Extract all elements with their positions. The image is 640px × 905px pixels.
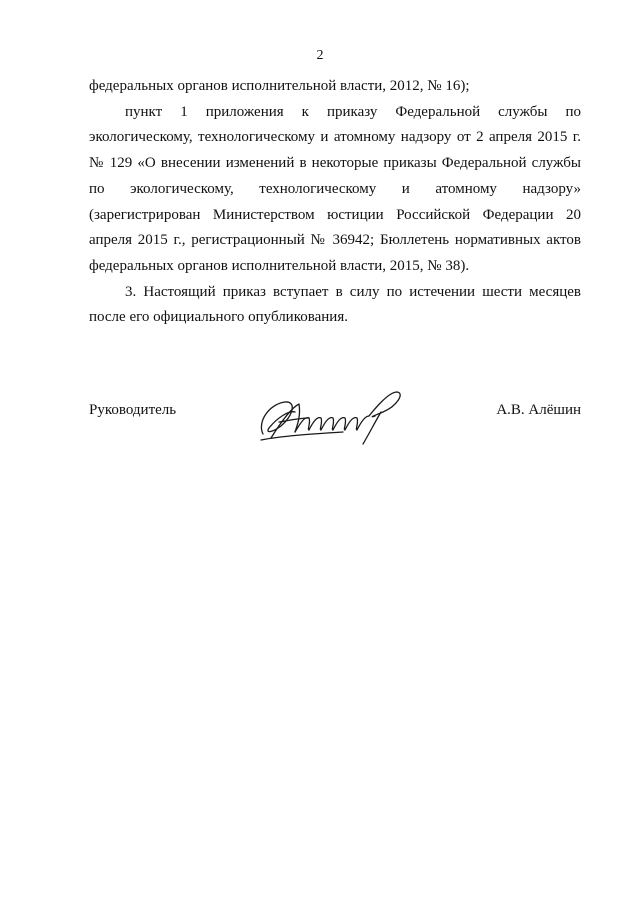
signatory-name: А.В. Алёшин <box>496 402 581 418</box>
paragraph-continuation: федеральных органов исполнительной власти, 2012, № 16); <box>89 78 470 94</box>
signature-block <box>89 382 581 462</box>
signatory-role: Руководитель <box>89 402 177 418</box>
paragraph-item: пункт 1 приложения к приказу Федеральной службы по экологическому, технологическому и атомному надзору от 2 апреля 2015 г. № 129 «О внесении изменений в некоторые приказы Федеральной службы по экологическому, технологическому и атомному надзору» (зарегистрирован Министерством юстиции Российской Федерации 20 апреля 2015 г., регистрационный № 36942; Бюллетень нормативных актов федеральных органов исполнительной власти, 2015, № 38). <box>89 103 581 274</box>
handwritten-signature <box>251 382 411 452</box>
document-body <box>89 74 581 331</box>
page-number: 2 <box>316 48 324 63</box>
paragraph-clause-3: 3. Настоящий приказ вступает в силу по истечении шести месяцев после его официального опубликования. <box>89 283 581 326</box>
